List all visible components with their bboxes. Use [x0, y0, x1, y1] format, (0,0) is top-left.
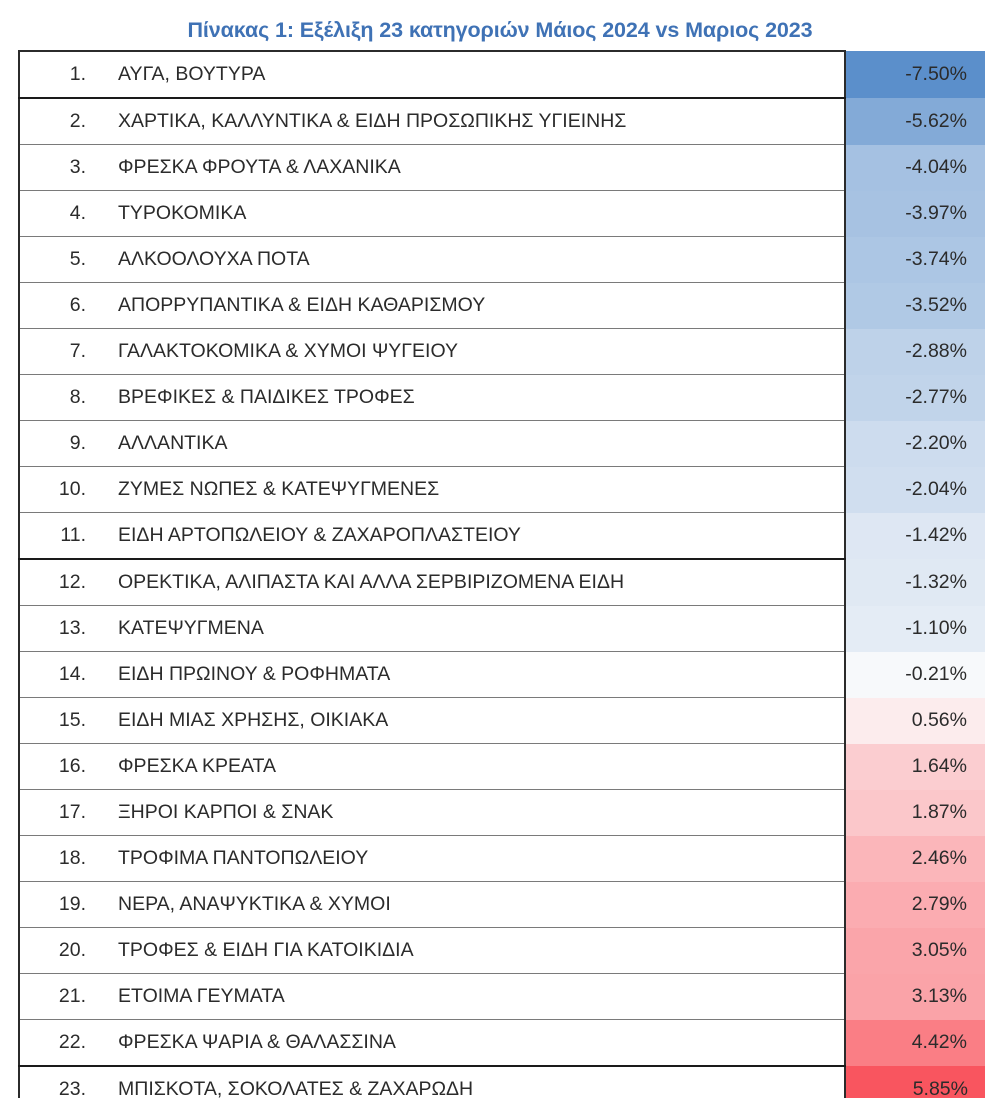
category-name-cell: [19, 375, 845, 421]
change-value-cell: -1.32%: [845, 559, 985, 606]
row-number: 9.: [69, 432, 86, 454]
change-value-cell: -2.88%: [845, 329, 985, 375]
table-row[interactable]: [19, 698, 985, 744]
category-label: ΜΠΙΣΚΟΤΑ, ΣΟΚΟΛΑΤΕΣ & ΖΑΧΑΡΩΔΗ: [118, 1078, 474, 1098]
category-label: ΤΡΟΦΕΣ & ΕΙΔΗ ΓΙΑ ΚΑΤΟΙΚΙΔΙΑ: [118, 939, 414, 961]
row-number: 11.: [60, 524, 86, 546]
table-row[interactable]: [19, 191, 985, 237]
category-name-cell: [19, 882, 845, 928]
change-value-cell: 3.05%: [845, 928, 985, 974]
row-number: 8.: [69, 386, 86, 408]
change-value-cell: -5.62%: [845, 98, 985, 145]
change-value-cell: 5.85%: [845, 1066, 985, 1098]
row-number: 16.: [58, 755, 86, 777]
change-value-cell: -2.20%: [845, 421, 985, 467]
row-number: 20.: [58, 939, 86, 961]
category-label: ΑΠΟΡΡΥΠΑΝΤΙΚΑ & ΕΙΔΗ ΚΑΘΑΡΙΣΜΟΥ: [118, 294, 486, 316]
category-name-cell: [19, 1020, 845, 1067]
table-row[interactable]: [19, 375, 985, 421]
table-row[interactable]: [19, 790, 985, 836]
category-name-cell: [19, 98, 845, 145]
category-label: ΤΥΡΟΚΟΜΙΚΑ: [118, 202, 247, 224]
row-number: 5.: [69, 248, 86, 270]
category-name-cell: [19, 974, 845, 1020]
table-row[interactable]: [19, 744, 985, 790]
row-number: 1.: [69, 63, 86, 85]
category-label: ΕΙΔΗ ΑΡΤΟΠΩΛΕΙΟΥ & ΖΑΧΑΡΟΠΛΑΣΤΕΙΟΥ: [118, 524, 521, 546]
table-row[interactable]: [19, 1066, 985, 1098]
table-row[interactable]: [19, 513, 985, 560]
table-row[interactable]: [19, 559, 985, 606]
category-label: ΝΕΡΑ, ΑΝΑΨΥΚΤΙΚΑ & ΧΥΜΟΙ: [118, 893, 391, 915]
category-name-cell: [19, 928, 845, 974]
table-row[interactable]: [19, 606, 985, 652]
category-name-cell: [19, 329, 845, 375]
table-row[interactable]: [19, 421, 985, 467]
category-name-cell: [19, 836, 845, 882]
category-name-cell: [19, 421, 845, 467]
table-title: [0, 18, 1000, 43]
row-number: 10.: [58, 478, 86, 500]
row-number: 21.: [58, 985, 86, 1007]
change-value-cell: -1.10%: [845, 606, 985, 652]
category-label: ΕΙΔΗ ΜΙΑΣ ΧΡΗΣΗΣ, ΟΙΚΙΑΚΑ: [118, 709, 389, 731]
change-value-cell: -4.04%: [845, 145, 985, 191]
heatmap-table-container: [18, 50, 986, 1098]
table-row[interactable]: [19, 98, 985, 145]
table-row[interactable]: [19, 283, 985, 329]
row-number: 14.: [58, 663, 86, 685]
change-value-cell: -2.04%: [845, 467, 985, 513]
table-row[interactable]: [19, 51, 985, 98]
row-number: 3.: [69, 156, 86, 178]
change-value-cell: -0.21%: [845, 652, 985, 698]
category-label: ΞΗΡΟΙ ΚΑΡΠΟΙ & ΣΝΑΚ: [118, 801, 334, 823]
row-number: 18.: [58, 847, 86, 869]
category-label: ΦΡΕΣΚΑ ΨΑΡΙΑ & ΘΑΛΑΣΣΙΝΑ: [118, 1031, 396, 1053]
category-name-cell: [19, 652, 845, 698]
row-number: 22.: [58, 1031, 86, 1053]
table-row[interactable]: [19, 467, 985, 513]
table-row[interactable]: [19, 928, 985, 974]
category-name-cell: [19, 467, 845, 513]
row-number: 19.: [58, 893, 86, 915]
category-name-cell: [19, 559, 845, 606]
change-value-cell: -1.42%: [845, 513, 985, 560]
change-value-cell: 0.56%: [845, 698, 985, 744]
change-value-cell: 4.42%: [845, 1020, 985, 1067]
category-label: ΧΑΡΤΙΚΑ, ΚΑΛΛΥΝΤΙΚΑ & ΕΙΔΗ ΠΡΟΣΩΠΙΚΗΣ ΥΓΙΕΙΝΗΣ: [118, 110, 627, 132]
change-value-cell: -2.77%: [845, 375, 985, 421]
change-value-cell: -3.97%: [845, 191, 985, 237]
change-value-cell: -7.50%: [845, 51, 985, 98]
category-name-cell: [19, 513, 845, 560]
category-name-cell: [19, 790, 845, 836]
category-name-cell: [19, 237, 845, 283]
category-label: ΕΙΔΗ ΠΡΩΙΝΟΥ & ΡΟΦΗΜΑΤΑ: [118, 663, 391, 685]
category-label: ΑΛΚΟΟΛΟΥΧΑ ΠΟΤΑ: [118, 248, 310, 270]
table-row[interactable]: [19, 652, 985, 698]
category-label: ΖΥΜΕΣ ΝΩΠΕΣ & ΚΑΤΕΨΥΓΜΕΝΕΣ: [118, 478, 440, 500]
category-label: ΦΡΕΣΚΑ ΦΡΟΥΤΑ & ΛΑΧΑΝΙΚΑ: [118, 156, 401, 178]
change-value-cell: 2.46%: [845, 836, 985, 882]
category-label: ΦΡΕΣΚΑ ΚΡΕΑΤΑ: [118, 755, 277, 777]
category-label: ΕΤΟΙΜΑ ΓΕΥΜΑΤΑ: [118, 985, 285, 1007]
change-value-cell: -3.52%: [845, 283, 985, 329]
category-label: ΚΑΤΕΨΥΓΜΕΝΑ: [118, 617, 264, 639]
category-name-cell: [19, 283, 845, 329]
category-label: ΑΥΓΑ, ΒΟΥΤΥΡΑ: [118, 63, 266, 85]
row-number: 17.: [58, 801, 86, 823]
table-row[interactable]: [19, 1020, 985, 1067]
page-title: Πίνακας 1: Εξέλιξη 23 κατηγοριών Μάιος 2024 vs Μαριος 2023: [187, 18, 813, 42]
category-label: ΑΛΛΑΝΤΙΚΑ: [118, 432, 228, 454]
row-number: 12.: [58, 571, 86, 593]
change-value-cell: 2.79%: [845, 882, 985, 928]
table-row[interactable]: [19, 329, 985, 375]
table-row[interactable]: [19, 836, 985, 882]
table-row[interactable]: [19, 237, 985, 283]
category-name-cell: [19, 744, 845, 790]
category-name-cell: [19, 698, 845, 744]
category-name-cell: [19, 145, 845, 191]
category-label: ΟΡΕΚΤΙΚΑ, ΑΛΙΠΑΣΤΑ ΚΑΙ ΑΛΛΑ ΣΕΡΒΙΡΙΖΟΜΕΝΑ ΕΙΔΗ: [118, 571, 625, 593]
row-number: 6.: [69, 294, 86, 316]
change-value-cell: 1.64%: [845, 744, 985, 790]
category-label: ΒΡΕΦΙΚΕΣ & ΠΑΙΔΙΚΕΣ ΤΡΟΦΕΣ: [118, 386, 415, 408]
table-row[interactable]: [19, 974, 985, 1020]
row-number: 4.: [69, 202, 86, 224]
change-value-cell: 1.87%: [845, 790, 985, 836]
change-value-cell: -3.74%: [845, 237, 985, 283]
table-row[interactable]: [19, 882, 985, 928]
category-name-cell: [19, 191, 845, 237]
row-number: 7.: [69, 340, 86, 362]
table-row[interactable]: [19, 145, 985, 191]
row-number: 23.: [58, 1078, 86, 1098]
row-number: 15.: [58, 709, 86, 731]
category-change-table: [18, 50, 986, 1098]
category-label: ΓΑΛΑΚΤΟΚΟΜΙΚΑ & ΧΥΜΟΙ ΨΥΓΕΙΟΥ: [118, 340, 459, 362]
row-number: 2.: [69, 110, 86, 132]
change-value-cell: 3.13%: [845, 974, 985, 1020]
row-number: 13.: [58, 617, 86, 639]
category-label: ΤΡΟΦΙΜΑ ΠΑΝΤΟΠΩΛΕΙΟΥ: [118, 847, 369, 869]
table-body: [19, 51, 985, 1098]
category-name-cell: [19, 1066, 845, 1098]
category-name-cell: [19, 606, 845, 652]
category-name-cell: [19, 51, 845, 98]
